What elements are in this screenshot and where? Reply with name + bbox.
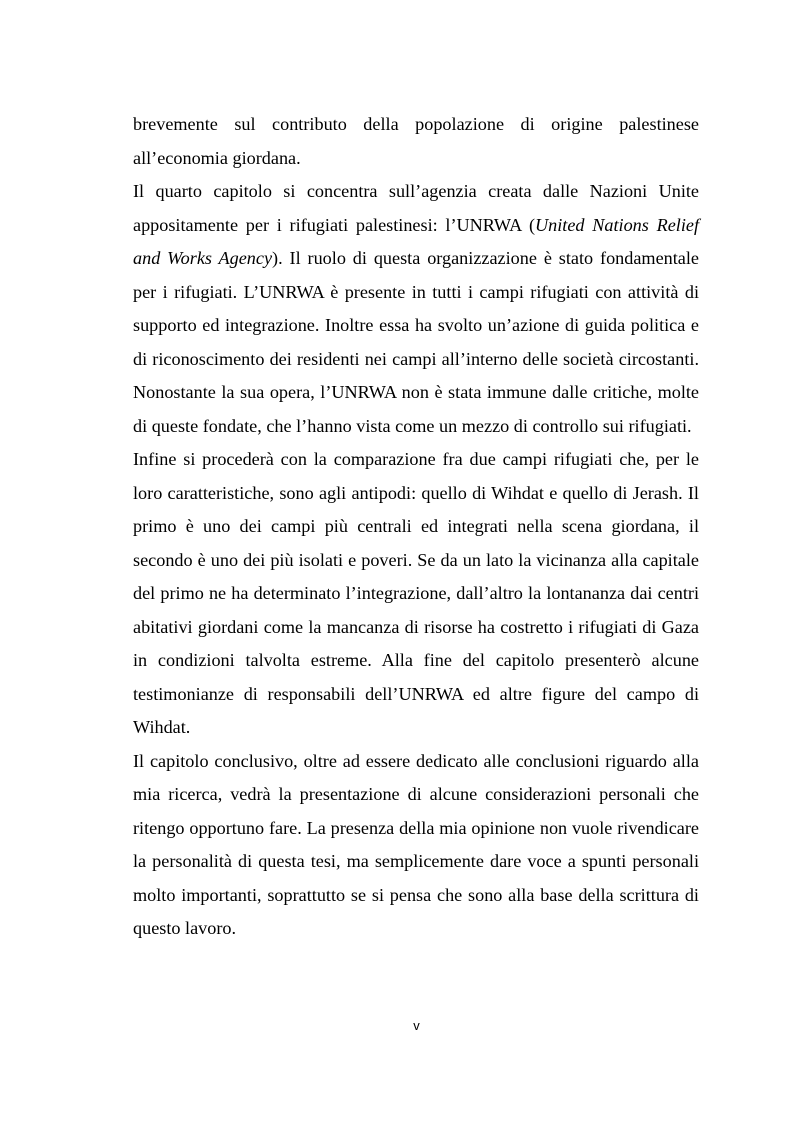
body-text <box>133 108 699 946</box>
paragraph-2-before: Il quarto capitolo si concentra sull’agenzia creata dalle Nazioni Unite appositamente per i rifugiati palestinesi: l’UNRWA ( <box>133 181 699 235</box>
page-number: v <box>413 1018 420 1033</box>
paragraph-1: brevemente sul contributo della popolazione di origine palestinese all’economia giordana. <box>133 114 699 168</box>
paragraph-2 <box>133 175 699 443</box>
paragraph-3: Infine si procederà con la comparazione fra due campi rifugiati che, per le loro caratteristiche, sono agli antipodi: quello di Wihdat e quello di Jerash. Il primo è uno dei campi più centrali ed integrati nella scena giordana, il secondo è uno dei più isolati e poveri. Se da un lato la vicinanza alla capitale del primo ne ha determinato l’integrazione, dall’altro la lontananza dai centri abitativi giordani come la mancanza di risorse ha costretto i rifugiati di Gaza in condizioni talvolta estreme. Alla fine del capitolo presenterò alcune testimonianze di responsabili dell’UNRWA ed altre figure del campo di Wihdat. <box>133 449 699 737</box>
paragraph-2-after: ). Il ruolo di questa organizzazione è stato fondamentale per i rifugiati. L’UNRWA è presente in tutti i campi rifugiati con attività di supporto ed integrazione. Inoltre essa ha svolto un’azione di guida politica e di riconoscimento dei residenti nei campi all’interno delle società circostanti. Nonostante la sua opera, l’UNRWA non è stata immune dalle critiche, molte di queste fondate, che l’hanno vista come un mezzo di controllo sui rifugiati. <box>133 248 699 436</box>
agency-full-name: United Nations Relief and Works Agency <box>133 214 700 268</box>
paragraph-4: Il capitolo conclusivo, oltre ad essere dedicato alle conclusioni riguardo alla mia ricerca, vedrà la presentazione di alcune considerazioni personali che ritengo opportuno fare. La presenza della mia opinione non vuole rivendicare la personalità di questa tesi, ma semplicemente dare voce a spunti personali molto importanti, soprattutto se si pensa che sono alla base della scrittura di questo lavoro. <box>133 750 699 938</box>
